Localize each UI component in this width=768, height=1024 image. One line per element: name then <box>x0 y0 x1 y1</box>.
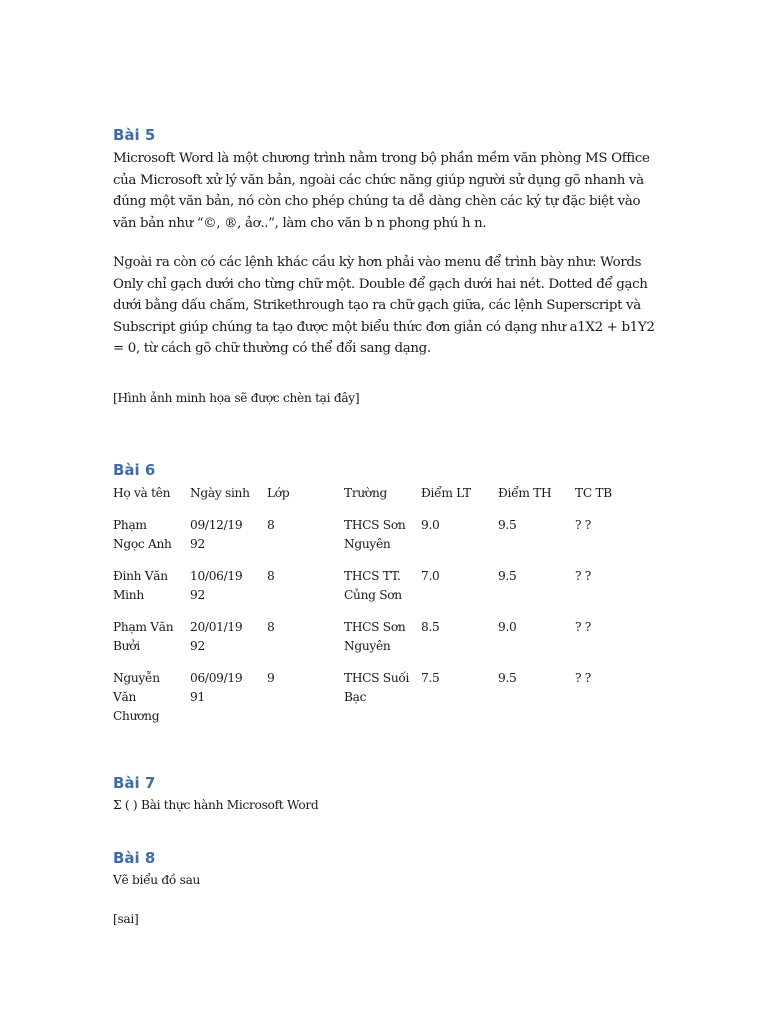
cell-class: 9 <box>267 671 275 685</box>
header-class: Lớp <box>267 486 290 500</box>
header-school: Trường <box>344 486 387 500</box>
cell-class: 8 <box>267 518 275 532</box>
cell-score-th: 9.5 <box>498 518 517 532</box>
cell-school: THCS Suối Bạc <box>344 671 410 704</box>
bai5-p1-line-1: Microsoft Word là một chương trình nằm trong bộ phần mềm văn phòng MS Office <box>113 151 650 166</box>
cell-score-tb: ? ? <box>575 620 592 634</box>
cell-class: 8 <box>267 569 275 583</box>
cell-name: Phạm Ngọc Anh <box>113 518 172 551</box>
cell-name: Phạm Văn Bưởi <box>113 620 174 653</box>
bai8-text: Vẽ biểu đồ sau <box>113 873 201 887</box>
header-score-th: Điểm TH <box>498 486 552 500</box>
cell-score-th: 9.5 <box>498 671 517 685</box>
table-row <box>113 516 635 567</box>
bai6-heading: Bài 6 <box>113 461 156 479</box>
header-dob: Ngày sinh <box>190 486 250 500</box>
cell-score-lt: 9.0 <box>421 518 440 532</box>
cell-dob: 09/12/19 92 <box>190 518 243 551</box>
cell-class: 8 <box>267 620 275 634</box>
bai5-heading: Bài 5 <box>113 126 156 144</box>
bai8-heading: Bài 8 <box>113 849 156 867</box>
table-row <box>113 669 635 739</box>
table-header-row <box>113 484 635 516</box>
header-name: Họ và tên <box>113 486 171 500</box>
bai5-p1-line-4: văn bản như “©, ®, ảơ..”, làm cho văn b n phong phú h n. <box>113 215 487 231</box>
bai5-p2-line-5: = 0, từ cách gõ chữ thường có thể đổi sang dạng. <box>113 341 431 357</box>
bai8-placeholder: [sai] <box>113 912 139 926</box>
bai5-p2-line-1: Ngoài ra còn có các lệnh khác cầu kỳ hơn phải vào menu để trình bày như: Words <box>113 255 642 270</box>
cell-score-tb: ? ? <box>575 518 592 532</box>
bai5-p2-line-2: Only chỉ gạch dưới cho từng chữ một. Double để gạch dưới hai nét. Dotted để gạch <box>113 276 648 292</box>
table-row <box>113 618 635 669</box>
bai7-text: Σ ( ) Bài thực hành Microsoft Word <box>113 798 319 812</box>
cell-dob: 20/01/19 92 <box>190 620 243 653</box>
cell-dob: 06/09/19 91 <box>190 671 243 704</box>
cell-name: Nguyễn Văn Chương <box>113 671 160 723</box>
cell-school: THCS Sơn Nguyên <box>344 620 406 653</box>
cell-score-tb: ? ? <box>575 671 592 685</box>
bai5-p1-line-3: đúng một văn bản, nó còn cho phép chúng ta dễ dàng chèn các ký tự đặc biệt vào <box>113 194 641 210</box>
cell-score-lt: 8.5 <box>421 620 440 634</box>
cell-school: THCS TT. Củng Sơn <box>344 569 402 602</box>
cell-score-tb: ? ? <box>575 569 592 583</box>
bai5-p2-line-4: Subscript giúp chúng ta tạo được một biểu thức đơn giản có dạng như a1X2 + b1Y2 <box>113 319 655 335</box>
cell-school: THCS Sơn Nguyên <box>344 518 406 551</box>
cell-score-th: 9.0 <box>498 620 517 634</box>
bai5-paragraph-1 <box>113 148 658 234</box>
cell-score-lt: 7.5 <box>421 671 440 685</box>
cell-score-th: 9.5 <box>498 569 517 583</box>
table-row <box>113 567 635 618</box>
header-score-tb: TC TB <box>575 486 612 500</box>
cell-name: Đinh Văn Minh <box>113 569 168 602</box>
image-placeholder-note: [Hình ảnh minh họa sẽ được chèn tại đây] <box>113 391 360 405</box>
student-table <box>113 484 635 739</box>
bai5-p2-line-3: dưới bằng dấu chấm, Strikethrough tạo ra chữ gạch giữa, các lệnh Superscript và <box>113 298 641 314</box>
bai5-p1-line-2: của Microsoft xử lý văn bản, ngoài các chức năng giúp người sử dụng gõ nhanh và <box>113 172 644 188</box>
bai7-heading: Bài 7 <box>113 774 156 792</box>
bai5-paragraph-2 <box>113 252 658 360</box>
cell-dob: 10/06/19 92 <box>190 569 243 602</box>
header-score-lt: Điểm LT <box>421 486 471 500</box>
cell-score-lt: 7.0 <box>421 569 440 583</box>
